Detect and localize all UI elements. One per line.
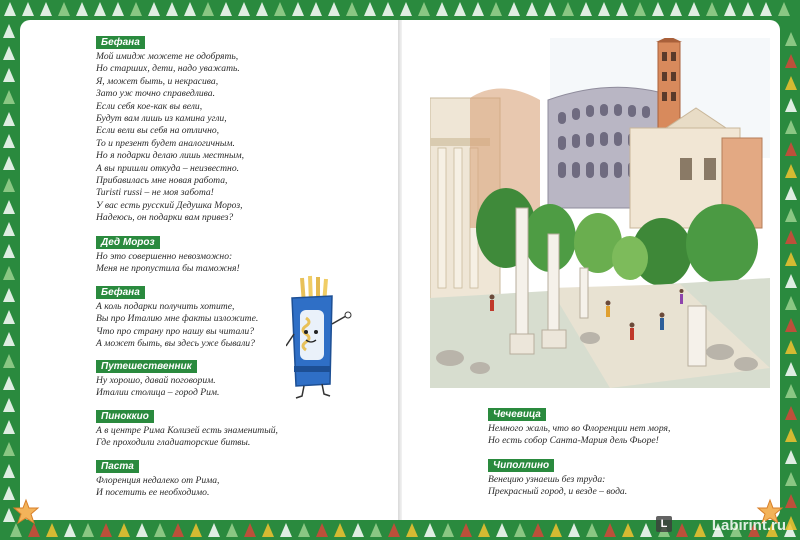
dialogue-traveler bbox=[96, 356, 219, 400]
tree-icon bbox=[785, 494, 797, 508]
verse-line: У вас есть русский Дедушка Мороз, bbox=[96, 199, 243, 211]
tree-icon bbox=[310, 2, 322, 16]
tree-icon bbox=[785, 186, 797, 200]
tree-icon bbox=[688, 2, 700, 16]
tree-icon bbox=[785, 252, 797, 266]
watermark-text: Labirint.ru bbox=[711, 517, 786, 534]
tree-icon bbox=[670, 2, 682, 16]
tree-icon bbox=[785, 450, 797, 464]
tree-icon bbox=[274, 2, 286, 16]
tree-icon bbox=[220, 2, 232, 16]
tree-icon bbox=[496, 523, 508, 537]
tree-icon bbox=[760, 2, 772, 16]
tree-icon bbox=[742, 2, 754, 16]
tree-icon bbox=[3, 222, 15, 236]
tree-icon bbox=[706, 2, 718, 16]
speaker-label: Паста bbox=[96, 460, 139, 473]
tree-icon bbox=[406, 523, 418, 537]
tree-icon bbox=[3, 46, 15, 60]
tree-icon bbox=[82, 523, 94, 537]
tree-icon bbox=[785, 54, 797, 68]
verse-line: Но есть собор Санта-Мария дель Фьоре! bbox=[488, 435, 659, 447]
rome-forum-illustration bbox=[430, 38, 770, 388]
tree-icon bbox=[148, 2, 160, 16]
tree-icon bbox=[3, 178, 15, 192]
verse-line: Но я подарки делаю лишь местным, bbox=[96, 150, 245, 162]
tree-icon bbox=[472, 2, 484, 16]
tree-icon bbox=[544, 2, 556, 16]
tree-icon bbox=[64, 523, 76, 537]
tree-icon bbox=[454, 2, 466, 16]
tree-icon bbox=[130, 2, 142, 16]
tree-icon bbox=[652, 2, 664, 16]
verse-line: Венецию узнаешь без труда: bbox=[488, 474, 606, 485]
verse-line: Италии столица – город Рим. bbox=[96, 387, 220, 399]
tree-icon bbox=[3, 266, 15, 280]
tree-icon bbox=[280, 523, 292, 537]
tree-icon bbox=[3, 464, 15, 478]
tree-icon bbox=[3, 376, 15, 390]
dialogue-befana-2 bbox=[96, 282, 258, 351]
tree-icon bbox=[785, 340, 797, 354]
tree-icon bbox=[785, 76, 797, 90]
left-eye bbox=[304, 330, 308, 334]
speaker-label: Пиноккио bbox=[96, 410, 154, 423]
tree-icon bbox=[364, 2, 376, 16]
verse-line: Если себя кое-как вы вели, bbox=[96, 100, 203, 112]
tree-icon bbox=[298, 523, 310, 537]
tree-icon bbox=[436, 2, 448, 16]
tree-icon bbox=[532, 523, 544, 537]
tree-icon bbox=[785, 208, 797, 222]
tree-icon bbox=[244, 523, 256, 537]
tree-icon bbox=[226, 523, 238, 537]
verse-line: Надеюсь, он подарки вам привез? bbox=[96, 212, 234, 224]
verse-line: Меня не пропустила бы таможня! bbox=[96, 263, 240, 275]
tree-icon bbox=[166, 2, 178, 16]
tree-icon bbox=[3, 420, 15, 434]
tree-icon bbox=[3, 442, 15, 456]
tree-icon bbox=[442, 523, 454, 537]
tree-icon bbox=[424, 523, 436, 537]
dialogue-chechevitsa bbox=[488, 404, 670, 448]
tree-icon bbox=[785, 230, 797, 244]
verse-line: Прекрасный город, и везде – вода. bbox=[488, 486, 628, 498]
tree-icon bbox=[94, 2, 106, 16]
tree-icon bbox=[3, 244, 15, 258]
tree-icon bbox=[46, 523, 58, 537]
verse-line: Прибавилась мне новая работа, bbox=[96, 175, 228, 187]
tree-icon bbox=[785, 164, 797, 178]
tree-icon bbox=[388, 523, 400, 537]
tree-icon bbox=[112, 2, 124, 16]
dialogue-pasta bbox=[96, 456, 219, 500]
tree-icon bbox=[634, 2, 646, 16]
verse-line: Но это совершенно невозможно: bbox=[96, 251, 233, 262]
tree-icon bbox=[586, 523, 598, 537]
verse-line: А вы пришли откуда – неизвестно. bbox=[96, 162, 240, 174]
tree-icon bbox=[785, 274, 797, 288]
tree-icon bbox=[316, 523, 328, 537]
right-leg bbox=[322, 384, 330, 396]
verse-line: Но старших, дети, надо уважать. bbox=[96, 63, 240, 75]
watermark-logo: L bbox=[656, 516, 672, 532]
tree-icon bbox=[460, 523, 472, 537]
dialogue-befana-1 bbox=[96, 32, 244, 225]
book-spine bbox=[398, 20, 402, 520]
pasta-box-illustration bbox=[286, 274, 358, 402]
verse-line: Я, может быть, и некрасива, bbox=[96, 75, 219, 87]
verse-line: Где проходили гладиаторские битвы. bbox=[96, 437, 251, 449]
tree-icon bbox=[3, 68, 15, 82]
box-band bbox=[294, 366, 330, 372]
tree-icon bbox=[785, 362, 797, 376]
verse-line: Немного жаль, что во Флоренции нет моря, bbox=[488, 423, 671, 434]
tree-icon bbox=[58, 2, 70, 16]
tree-icon bbox=[238, 2, 250, 16]
verse-line: Вы про Италию мне факты изложите. bbox=[96, 313, 259, 325]
dialogue-pinocchio bbox=[96, 406, 278, 450]
verse-line: А в центре Рима Колизей есть знаменитый, bbox=[96, 425, 278, 436]
tree-icon bbox=[490, 2, 502, 16]
tree-icon bbox=[292, 2, 304, 16]
verse-line: И посетить ее необходимо. bbox=[96, 487, 210, 499]
tree-icon bbox=[785, 516, 797, 530]
tree-icon bbox=[3, 288, 15, 302]
verse-line: Будут вам лишь из камина угли, bbox=[96, 113, 227, 125]
tree-icon bbox=[3, 398, 15, 412]
verse-line: Ну хорошо, давай поговорим. bbox=[96, 375, 216, 386]
tree-icon bbox=[478, 523, 490, 537]
tree-icon bbox=[40, 2, 52, 16]
tree-icon bbox=[400, 2, 412, 16]
verse-line: А может быть, вы здесь уже бывали? bbox=[96, 338, 255, 350]
tree-icon bbox=[676, 523, 688, 537]
tree-icon bbox=[3, 90, 15, 104]
tree-icon bbox=[785, 428, 797, 442]
tree-icon bbox=[562, 2, 574, 16]
tree-icon bbox=[694, 523, 706, 537]
tree-icon bbox=[785, 142, 797, 156]
tree-icon bbox=[22, 2, 34, 16]
speaker-label: Бефана bbox=[96, 286, 145, 299]
dialogue-ded-moroz bbox=[96, 232, 240, 276]
tree-icon bbox=[778, 2, 790, 16]
tree-icon bbox=[154, 523, 166, 537]
verse-line: Мой имидж можете не одобрять, bbox=[96, 51, 239, 62]
verse-line: То и презент будет аналогичным. bbox=[96, 137, 235, 149]
tree-icon bbox=[3, 354, 15, 368]
tree-icon bbox=[785, 384, 797, 398]
tree-icon bbox=[598, 2, 610, 16]
tree-icon bbox=[785, 32, 797, 46]
tree-icon bbox=[184, 2, 196, 16]
tree-icon bbox=[262, 523, 274, 537]
tree-icon bbox=[328, 2, 340, 16]
tree-icon bbox=[550, 523, 562, 537]
tree-icon bbox=[3, 332, 15, 346]
tree-icon bbox=[724, 2, 736, 16]
tree-icon bbox=[785, 472, 797, 486]
verse-line: Если вели вы себя на отлично, bbox=[96, 125, 220, 137]
verse-line: Флоренция недалеко от Рима, bbox=[96, 475, 220, 486]
tree-icon bbox=[508, 2, 520, 16]
tree-icon bbox=[418, 2, 430, 16]
verse-line: А коль подарки получить хотите, bbox=[96, 301, 235, 312]
tree-icon bbox=[76, 2, 88, 16]
tree-icon bbox=[785, 98, 797, 112]
tree-icon bbox=[172, 523, 184, 537]
tree-icon bbox=[334, 523, 346, 537]
tree-icon bbox=[526, 2, 538, 16]
tree-icon bbox=[3, 200, 15, 214]
verse-line: Зато уж точно справедлива. bbox=[96, 88, 215, 100]
right-arm bbox=[332, 316, 346, 324]
speaker-label: Путешественник bbox=[96, 360, 197, 373]
speaker-label: Дед Мороз bbox=[96, 236, 160, 249]
tree-icon bbox=[616, 2, 628, 16]
left-arm bbox=[286, 334, 294, 346]
tree-icon bbox=[785, 296, 797, 310]
tree-icon bbox=[785, 318, 797, 332]
tree-icon bbox=[3, 310, 15, 324]
tree-icon bbox=[100, 523, 112, 537]
tree-icon bbox=[3, 112, 15, 126]
tree-icon bbox=[580, 2, 592, 16]
tree-icon bbox=[346, 2, 358, 16]
right-hand bbox=[345, 312, 351, 318]
verse-line: Что про страну про нашу вы читали? bbox=[96, 325, 255, 337]
tree-icon bbox=[568, 523, 580, 537]
tree-icon bbox=[190, 523, 202, 537]
tree-icon bbox=[382, 2, 394, 16]
star-ornament-left bbox=[12, 498, 40, 526]
box-window bbox=[300, 310, 324, 360]
tree-icon bbox=[208, 523, 220, 537]
tree-icon bbox=[352, 523, 364, 537]
dialogue-cipollino bbox=[488, 455, 627, 499]
left-leg bbox=[296, 386, 304, 398]
speaker-label: Чиполлино bbox=[488, 459, 554, 472]
tree-icon bbox=[136, 523, 148, 537]
tree-icon bbox=[118, 523, 130, 537]
tree-icon bbox=[640, 523, 652, 537]
verse-line: Turisti russi – не моя забота! bbox=[96, 187, 214, 199]
tree-icon bbox=[622, 523, 634, 537]
tree-icon bbox=[370, 523, 382, 537]
right-eye bbox=[314, 330, 318, 334]
tree-icon bbox=[604, 523, 616, 537]
tree-icon bbox=[514, 523, 526, 537]
tree-icon bbox=[3, 24, 15, 38]
tree-icon bbox=[202, 2, 214, 16]
tree-icon bbox=[3, 156, 15, 170]
tree-icon bbox=[256, 2, 268, 16]
speaker-label: Чечевица bbox=[488, 408, 546, 421]
tree-icon bbox=[4, 2, 16, 16]
tree-icon bbox=[785, 406, 797, 420]
speaker-label: Бефана bbox=[96, 36, 145, 49]
tree-icon bbox=[3, 134, 15, 148]
tree-icon bbox=[785, 120, 797, 134]
